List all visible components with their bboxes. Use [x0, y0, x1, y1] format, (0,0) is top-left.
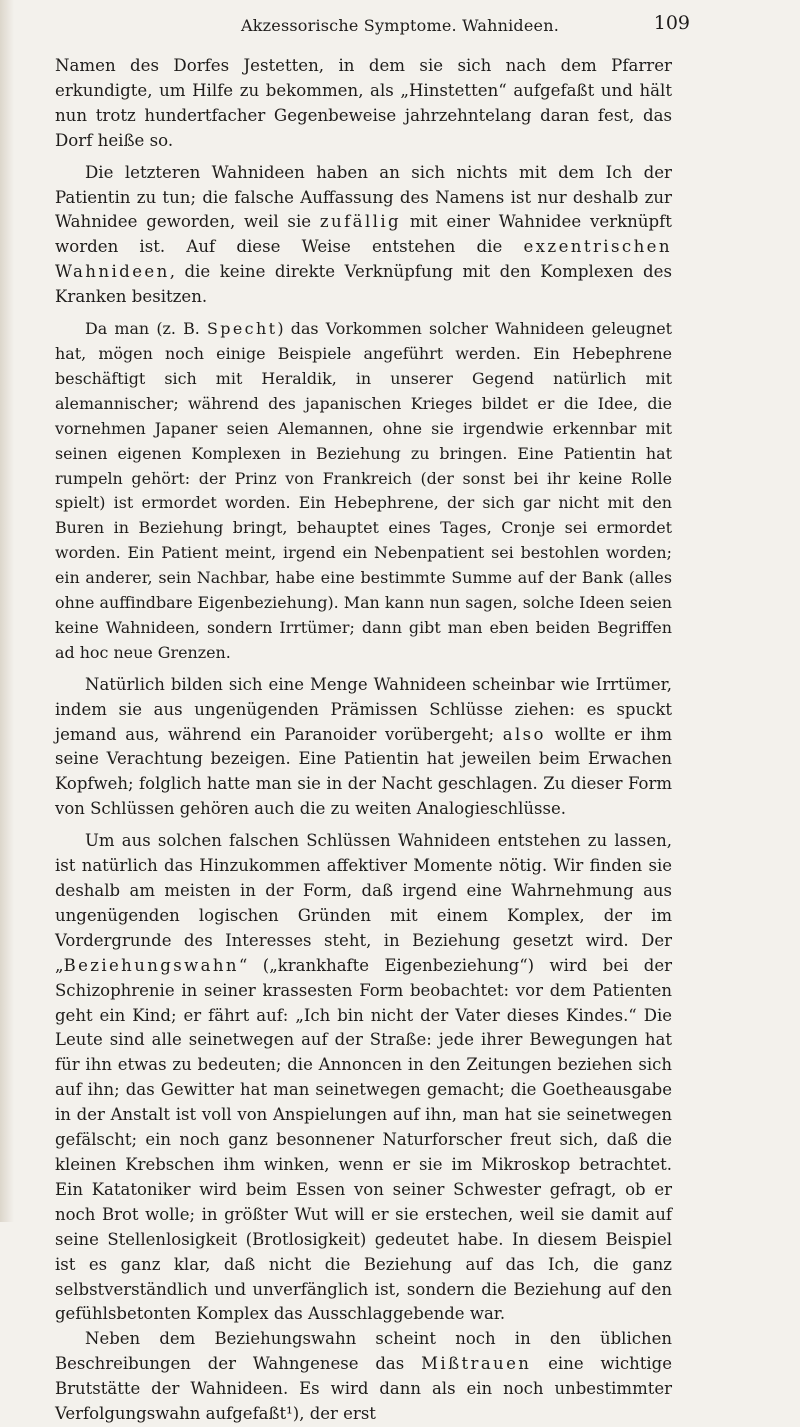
paragraph-2-text-a: Die letzteren Wahnideen haben an sich nichts mit dem Ich der Patientin zu tun; die falsche Auffassung des Namens ist nur deshalb zur Wahnidee geworden, weil sie [55, 162, 672, 232]
paragraph-1 [55, 54, 672, 154]
emphasis-zufaellig: zufällig [319, 212, 402, 232]
paragraph-3-text-a: Da man (z. B. [85, 319, 208, 339]
running-head: Akzessorische Symptome. Wahnideen. [241, 16, 559, 35]
page-header [0, 12, 800, 42]
paragraph-4 [55, 673, 672, 822]
emphasis-beziehungswahn: Beziehungswahn [63, 955, 239, 975]
page-number: 109 [653, 12, 690, 34]
paragraph-5-text-a: Um aus solchen falschen Schlüssen Wahnideen entstehen zu lassen, ist natürlich das Hinzukommen affektiver Momente nötig. Wir finden sie deshalb am meisten in der Form, daß irgend eine Wahrnehmung aus ungenügenden logischen Gründen mit einem Komplex, der im Vordergrunde des Interesses steht, in Beziehung gesetzt wird. Der „ [55, 831, 672, 975]
paragraph-5 [55, 829, 672, 1327]
body-text [55, 54, 672, 1427]
paragraph-3 [55, 317, 672, 666]
paragraph-6 [55, 1327, 672, 1427]
paragraph-6-text-b: eine wichtige Brutstätte der Wahnideen. Es wird dann als ein noch unbestimmter Verfolgungswahn aufgefaßt¹), der erst [55, 1354, 672, 1424]
emphasis-misstrauen: Mißtrauen [421, 1354, 532, 1374]
scan-shadow [0, 0, 14, 1222]
paragraph-4-text-b: wollte er ihm seine Verachtung bezeigen. Eine Patientin hat jeweilen beim Erwachen Kopfweh; folglich hatte man sie in der Nacht geschlagen. Zu dieser Form von Schlüssen gehören auch die zu weiten Analogieschlüsse. [55, 724, 672, 819]
emphasis-also: also [502, 724, 546, 744]
paragraph-2-text-c: , die keine direkte Verknüpfung mit den Komplexen des Kranken besitzen. [55, 262, 672, 307]
paragraph-3-text-b: ) das Vorkommen solcher Wahnideen geleugnet hat, mögen noch einige Beispiele angeführt werden. Ein Hebephrene beschäftigt sich mit Heraldik, in unserer Gegend natürlich mit alemannischer; während des japanischen Krieges bildet er die Idee, die vornehmen Japaner seien Alemannen, ohne sie irgendwie erkennbar mit seinen eigenen Komplexen in Beziehung zu bringen. Eine Patientin hat rumpeln gehört: der Prinz von Frankreich (der sonst bei ihr keine Rolle spielt) ist ermordet worden. Ein Hebephrene, der sich gar nicht mit den Buren in Beziehung bringt, behauptet eines Tages, Cronje sei ermordet worden. Ein Patient meint, irgend ein Nebenpatient sei bestohlen worden; ein anderer, sein Nachbar, habe eine bestimmte Summe auf der Bank (alles ohne auffindbare Eigenbeziehung). Man kann nun sagen, solche Ideen seien keine Wahnideen, sondern Irrtümer; dann gibt man eben beiden Begriffen ad hoc neue Grenzen. [55, 319, 673, 662]
emphasis-exzentrische-wahnideen: exzentrischen Wahnideen [55, 237, 672, 282]
paragraph-6-text-a: Neben dem Beziehungswahn scheint noch in den üblichen Beschreibungen der Wahngenese das [55, 1329, 672, 1374]
paragraph-5-text-b: “ („krankhafte Eigenbeziehung“) wird bei der Schizophrenie in seiner krassesten Form beobachtet: vor dem Patienten geht ein Kind; er fährt auf: „Ich bin nicht der Vater dieses Kindes.“ Die Leute sind alle seinetwegen auf der Straße: jede ihrer Bewegungen hat für ihn etwas zu bedeuten; die Annoncen in den Zeitungen beziehen sich auf ihn; das Gewitter hat man seinetwegen gemacht; die Goetheausgabe in der Anstalt ist voll von Anspielungen auf ihn, man hat sie seinetwegen gefälscht; ein noch ganz besonnener Naturforscher freut sich, daß die kleinen Krebschen ihm winken, wenn er sie im Mikroskop betrachtet. Ein Katatoniker wird beim Essen von seiner Schwester gefragt, ob er noch Brot wolle; in größter Wut will er sie erstechen, weil sie damit auf seine Stellenlosigkeit (Brotlosigkeit) gedeutet habe. In diesem Beispiel ist es ganz klar, daß nicht die Beziehung auf das Ich, die ganz selbstverständlich und unverfänglich ist, sondern die Beziehung auf den gefühlsbetonten Komplex das Ausschlaggebende war. [55, 955, 672, 1324]
paragraph-1-text: Namen des Dorfes Jestetten, in dem sie sich nach dem Pfarrer erkundigte, um Hilfe zu bekommen, als „Hinstetten“ aufgefaßt und hält nun trotz hundertfacher Gegenbeweise jahrzehntelang daran fest, das Dorf heiße so. [55, 56, 672, 150]
paragraph-4-text-a: Natürlich bilden sich eine Menge Wahnideen scheinbar wie Irrtümer, indem sie aus ungenügenden Prämissen Schlüsse ziehen: es spuckt jemand aus, während ein Paranoider vorübergeht; [55, 674, 672, 744]
emphasis-specht: Specht [207, 319, 278, 339]
paragraph-2-text-b: mit einer Wahnidee verknüpft worden ist. Auf diese Weise entstehen die [55, 212, 672, 257]
paragraph-2 [55, 161, 672, 310]
